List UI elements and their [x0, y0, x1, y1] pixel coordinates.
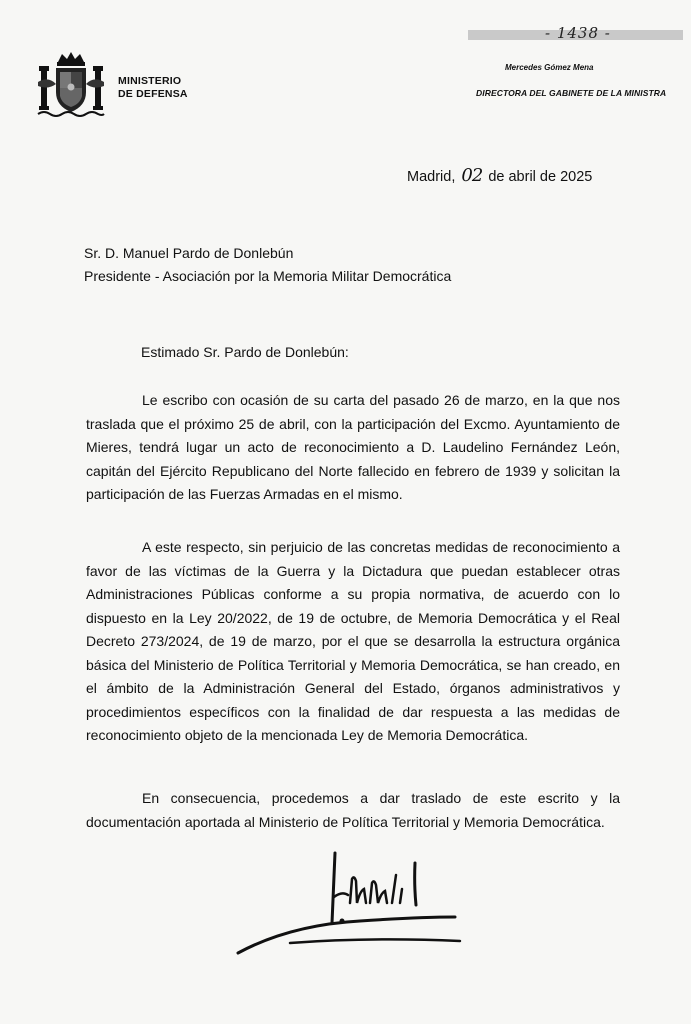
date-month-year: de abril de 2025: [488, 169, 593, 185]
greeting: Estimado Sr. Pardo de Donlebún:: [141, 344, 349, 360]
sender-title: DIRECTORA DEL GABINETE DE LA MINISTRA: [476, 88, 667, 98]
handwritten-signature: [230, 845, 470, 965]
body-paragraph-1-text: Le escribo con ocasión de su carta del pasado 26 de marzo, en la que nos traslada que el próximo 25 de abril, con la participación del Excmo. Ayuntamiento de Mieres, tendrá lugar un acto de reconocimiento a D. Laudelino Fernández León, capitán del Ejército Republicano del Norte fallecido en febrero de 1939 y solicitan la participación de las Fuerzas Armadas en el mismo.: [86, 392, 620, 502]
reference-number: - 1438 -: [545, 24, 611, 42]
coat-of-arms-icon: [36, 50, 106, 122]
body-paragraph-3-text: En consecuencia, procedemos a dar traslado de este escrito y la documentación aportada al Ministerio de Política Territorial y Memoria Democrática.: [86, 790, 620, 830]
ministry-line-1: MINISTERIO: [118, 75, 182, 87]
body-paragraph-3: [86, 787, 620, 834]
ministry-name: [118, 75, 188, 101]
ministry-line-2: DE DEFENSA: [118, 88, 188, 100]
date-line: [407, 165, 592, 186]
body-paragraph-2-text: A este respecto, sin perjuicio de las concretas medidas de reconocimiento a favor de las víctimas de la Guerra y la Dictadura que puedan establecer otras Administraciones Públicas conforme a su propia normativa, de acuerdo con lo dispuesto en la Ley 20/2022, de 19 de octubre, de Memoria Democrática y el Real Decreto 273/2024, de 19 de marzo, por el que se desarrolla la estructura orgánica básica del Ministerio de Política Territorial y Memoria Democrática, se han creado, en el ámbito de la Administración General del Estado, órganos administrativos y procedimientos específicos con la finalidad de dar respuesta a las medidas de reconocimiento objeto de la mencionada Ley de Memoria Democrática.: [86, 539, 620, 743]
sender-name: Mercedes Gómez Mena: [505, 63, 594, 72]
recipient-name: Sr. D. Manuel Pardo de Donlebún: [84, 245, 294, 261]
date-place: Madrid,: [407, 169, 456, 185]
body-paragraph-2: [86, 536, 620, 748]
body-paragraph-1: [86, 389, 620, 507]
recipient-position: Presidente - Asociación por la Memoria Militar Democrática: [84, 268, 452, 284]
date-day-handwritten: 02: [461, 165, 483, 186]
